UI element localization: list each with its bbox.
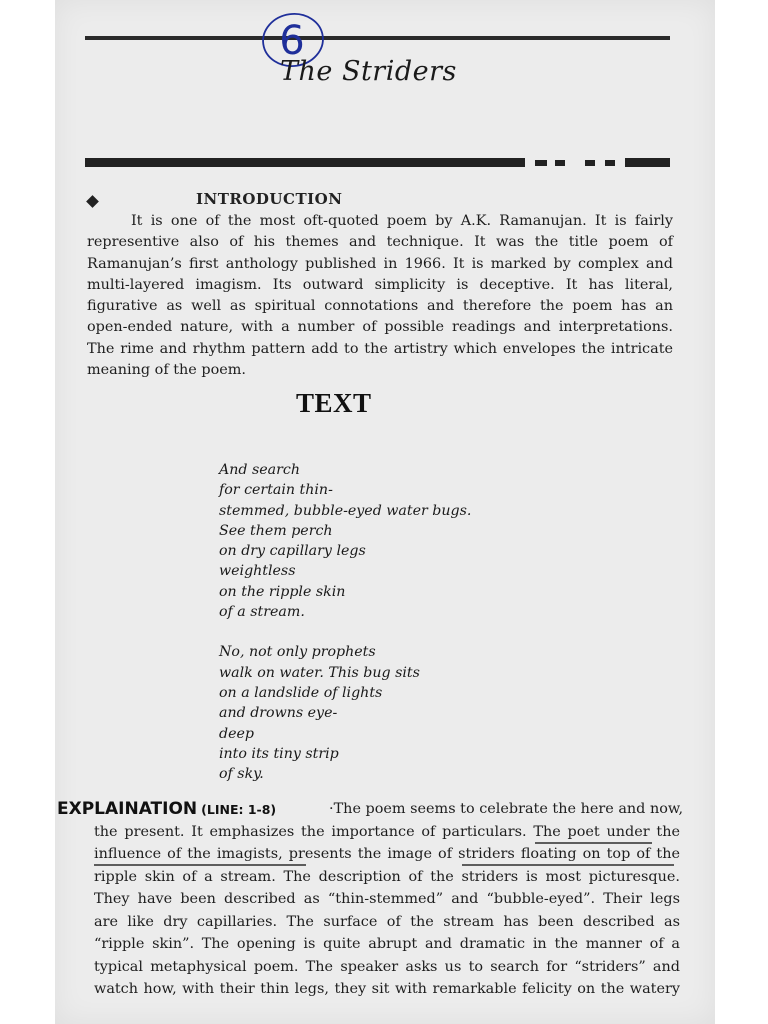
- introduction-line: The rime and rhythm pattern add to the artistry which envelopes the intricate: [87, 340, 673, 357]
- poem-line: And search: [219, 462, 300, 478]
- introduction-line: multi-layered imagism. Its outward simplicity is deceptive. It has literal,: [87, 276, 673, 293]
- pen-underline: [462, 864, 674, 866]
- explanation-line: influence of the imagists, presents the image of striders floating on top of the: [94, 846, 680, 862]
- explanation-line: ·The poem seems to celebrate the here and now,: [329, 801, 684, 817]
- explanation-line: “ripple skin”. The opening is quite abrupt and dramatic in the manner of a: [94, 936, 680, 952]
- poem-line: for certain thin-: [219, 482, 333, 499]
- poem-line: on dry capillary legs: [219, 543, 366, 560]
- introduction-line: open-ended nature, with a number of possible readings and interpretations.: [87, 319, 673, 336]
- poem-line: into its tiny strip: [219, 745, 339, 762]
- introduction-paragraph: [87, 211, 673, 381]
- poem-line: of a stream.: [219, 604, 305, 621]
- poem-line: walk on water. This bug sits: [219, 664, 420, 681]
- poem-line: and drowns eye-: [219, 705, 338, 722]
- pen-underline: [535, 842, 652, 844]
- poem: [219, 460, 471, 784]
- poem-line: No, not only prophets: [219, 644, 376, 661]
- explanation-line-range: (LINE: 1-8): [201, 802, 277, 817]
- poem-line: See them perch: [219, 522, 333, 539]
- poem-line: of sky.: [219, 766, 264, 783]
- text-heading: TEXT: [296, 388, 372, 418]
- explanation-paragraph: [94, 798, 684, 1001]
- explanation-title: EXPLAINATION: [57, 799, 198, 819]
- introduction-line: figurative as well as spiritual connotations and therefore the poem has an: [87, 298, 673, 315]
- pen-underline: [94, 864, 306, 866]
- explanation-line: are like dry capillaries. The surface of the stream has been described as: [94, 913, 680, 930]
- explanation-line: the present. It emphasizes the importance of particulars. The poet under the: [94, 823, 680, 840]
- chapter-title: The Striders: [280, 56, 457, 87]
- chapter-mark: 6: [279, 18, 305, 64]
- title-rule: [85, 158, 670, 167]
- explanation-line: watch how, with their thin legs, they sit with remarkable felicity on the watery: [94, 981, 680, 997]
- explanation-line: typical metaphysical poem. The speaker asks us to search for “striders” and: [94, 958, 680, 975]
- poem-line: deep: [219, 725, 254, 742]
- top-rule: [85, 36, 670, 40]
- stanza-break: [219, 622, 471, 642]
- introduction-line: meaning of the poem.: [87, 362, 246, 379]
- poem-line: on a landslide of lights: [219, 684, 383, 701]
- introduction-line: representive also of his themes and technique. It was the title poem of: [87, 234, 673, 251]
- explanation-line: ripple skin of a stream. The description of the striders is most picturesque.: [94, 868, 680, 885]
- introduction-heading: INTRODUCTION: [196, 190, 343, 208]
- introduction-line: It is one of the most oft-quoted poem by A.K. Ramanujan. It is fairly: [131, 213, 673, 229]
- poem-line: stemmed, bubble-eyed water bugs.: [219, 502, 472, 519]
- poem-line: weightless: [219, 563, 296, 580]
- poem-line: on the ripple skin: [219, 583, 346, 600]
- explanation-line: They have been described as “thin-stemmed” and “bubble-eyed”. Their legs: [94, 891, 680, 907]
- introduction-line: Ramanujan’s first anthology published in 1966. It is marked by complex and: [87, 255, 673, 272]
